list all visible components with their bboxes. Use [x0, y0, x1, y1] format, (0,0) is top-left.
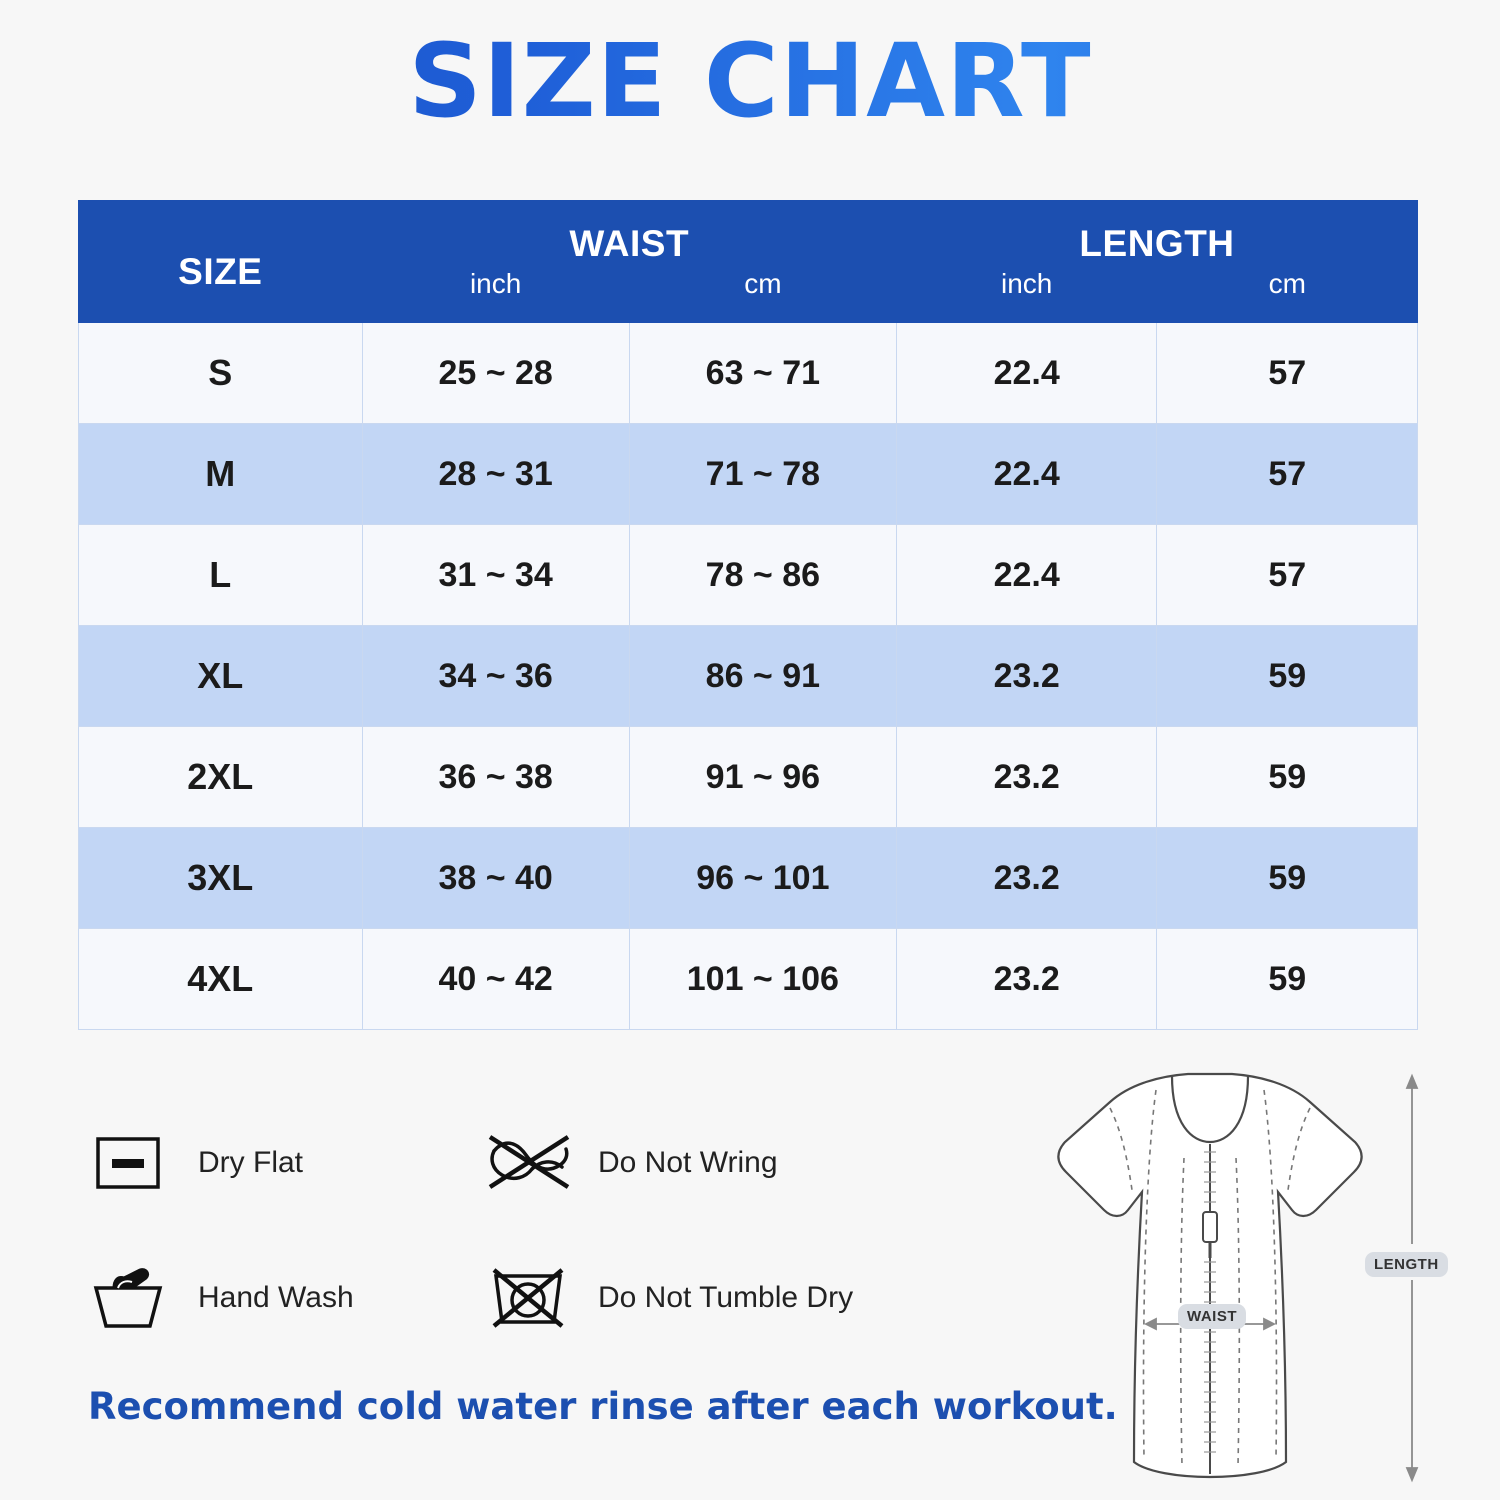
dry-flat-icon: [80, 1115, 176, 1211]
cell-length-inch: 23.2: [896, 929, 1157, 1030]
care-row-1: [80, 1095, 980, 1230]
cell-length-cm: 57: [1157, 525, 1418, 626]
column-header-waist-inch: inch: [362, 268, 629, 323]
table-head: [79, 201, 1418, 323]
cell-waist-inch: 28 ~ 31: [362, 424, 629, 525]
care-label-do-not-tumble-dry: Do Not Tumble Dry: [598, 1280, 854, 1314]
care-label-do-not-wring: Do Not Wring: [598, 1145, 778, 1179]
care-item-hand-wash: [80, 1250, 480, 1346]
care-item-do-not-wring: [480, 1115, 930, 1211]
cell-length-cm: 59: [1157, 727, 1418, 828]
length-measure-tag: LENGTH: [1365, 1252, 1448, 1277]
cell-size: 4XL: [79, 929, 363, 1030]
cell-length-cm: 57: [1157, 424, 1418, 525]
cell-length-inch: 22.4: [896, 323, 1157, 424]
cell-length-inch: 22.4: [896, 424, 1157, 525]
cell-waist-cm: 63 ~ 71: [629, 323, 896, 424]
column-header-waist: WAIST: [362, 201, 896, 268]
care-instructions: [80, 1095, 980, 1365]
size-chart-table: [78, 200, 1418, 1030]
cell-waist-inch: 36 ~ 38: [362, 727, 629, 828]
cell-length-inch: 23.2: [896, 626, 1157, 727]
waist-measure-tag: WAIST: [1178, 1304, 1246, 1329]
table-row: [79, 525, 1418, 626]
table-row: [79, 626, 1418, 727]
cell-size: XL: [79, 626, 363, 727]
do-not-wring-icon: [480, 1115, 576, 1211]
cell-waist-cm: 86 ~ 91: [629, 626, 896, 727]
cell-length-cm: 57: [1157, 323, 1418, 424]
column-header-length-inch: inch: [896, 268, 1157, 323]
cell-size: 3XL: [79, 828, 363, 929]
cell-waist-inch: 40 ~ 42: [362, 929, 629, 1030]
cell-waist-inch: 25 ~ 28: [362, 323, 629, 424]
cell-waist-cm: 71 ~ 78: [629, 424, 896, 525]
cell-waist-inch: 34 ~ 36: [362, 626, 629, 727]
table-row: [79, 828, 1418, 929]
garment-diagram: [960, 1062, 1460, 1492]
do-not-tumble-dry-icon: [480, 1250, 576, 1346]
garment-illustration: [960, 1062, 1460, 1492]
care-row-2: [80, 1230, 980, 1365]
column-header-length-cm: cm: [1157, 268, 1418, 323]
care-label-dry-flat: Dry Flat: [198, 1145, 303, 1179]
column-header-length: LENGTH: [896, 201, 1417, 268]
cell-length-cm: 59: [1157, 929, 1418, 1030]
care-label-hand-wash: Hand Wash: [198, 1280, 354, 1314]
care-note: Recommend cold water rinse after each workout.: [88, 1385, 1118, 1428]
care-item-dry-flat: [80, 1115, 480, 1211]
table-row: [79, 424, 1418, 525]
table-row: [79, 929, 1418, 1030]
cell-length-inch: 23.2: [896, 828, 1157, 929]
cell-length-inch: 23.2: [896, 727, 1157, 828]
cell-waist-cm: 96 ~ 101: [629, 828, 896, 929]
page-title: SIZE CHART: [0, 22, 1500, 141]
cell-waist-cm: 91 ~ 96: [629, 727, 896, 828]
cell-length-cm: 59: [1157, 828, 1418, 929]
cell-size: 2XL: [79, 727, 363, 828]
size-chart-table-wrapper: [78, 200, 1418, 1030]
cell-waist-cm: 101 ~ 106: [629, 929, 896, 1030]
column-header-size: SIZE: [79, 201, 363, 323]
cell-waist-inch: 38 ~ 40: [362, 828, 629, 929]
cell-size: S: [79, 323, 363, 424]
cell-waist-cm: 78 ~ 86: [629, 525, 896, 626]
column-header-waist-cm: cm: [629, 268, 896, 323]
cell-length-cm: 59: [1157, 626, 1418, 727]
cell-size: M: [79, 424, 363, 525]
table-body: [79, 323, 1418, 1030]
table-row: [79, 727, 1418, 828]
table-row: [79, 323, 1418, 424]
hand-wash-icon: [80, 1250, 176, 1346]
table-head-row-top: [79, 201, 1418, 268]
cell-length-inch: 22.4: [896, 525, 1157, 626]
cell-waist-inch: 31 ~ 34: [362, 525, 629, 626]
cell-size: L: [79, 525, 363, 626]
care-item-do-not-tumble-dry: [480, 1250, 930, 1346]
